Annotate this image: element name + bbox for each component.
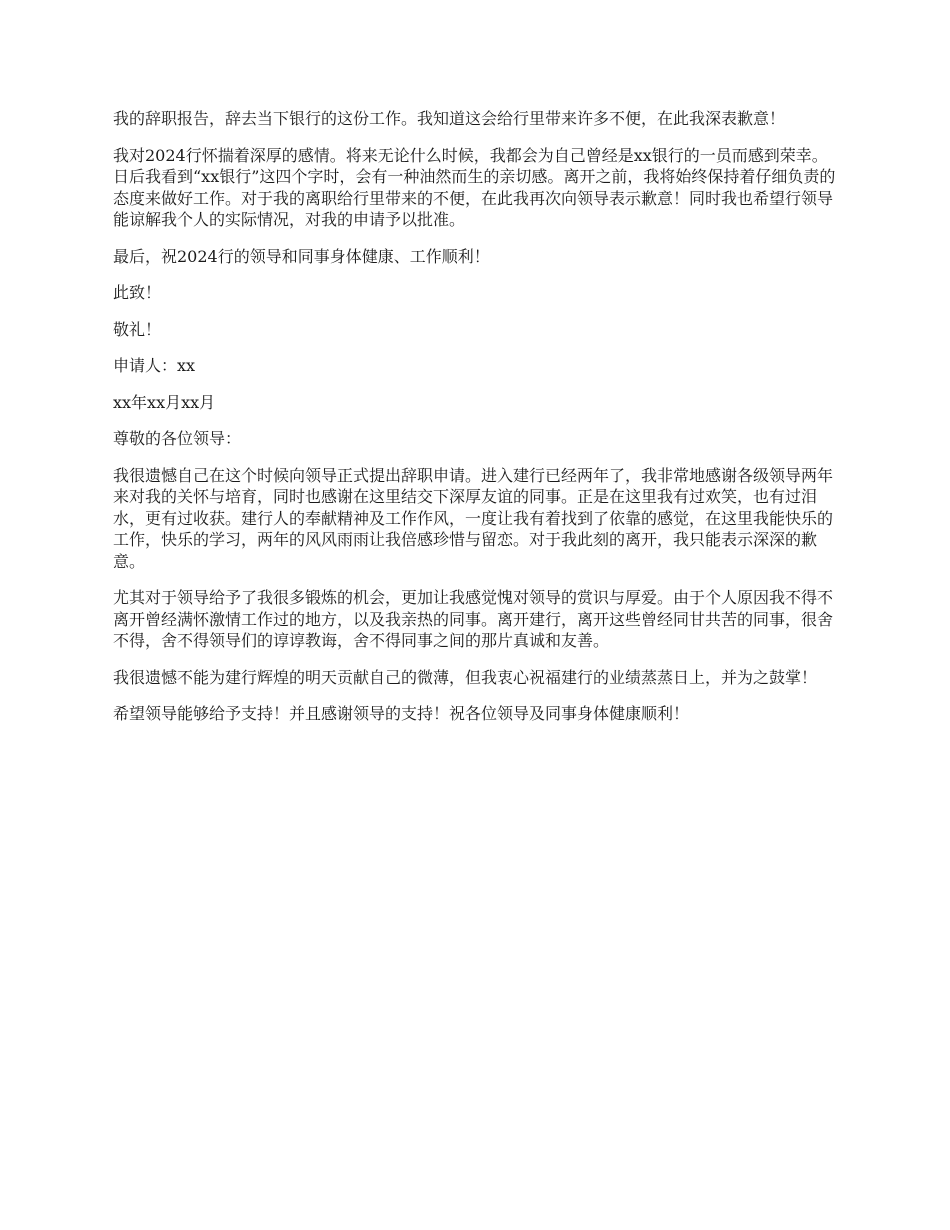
salutation-jingli: 敬礼！ (113, 319, 162, 339)
document-body (113, 108, 843, 740)
salutation-cizhi: 此致！ (113, 283, 162, 302)
paragraph-intro: 我的辞职报告，辞去当下银行的这份工作。我知道这会给行里带来许多不便，在此我深表歉意！ (113, 109, 786, 128)
paragraph-final-wishes: 希望领导能够给予支持！并且感谢领导的支持！祝各位领导及同事身体健康顺利！ (113, 704, 690, 723)
applicant-name: 申请人：xx (113, 356, 196, 375)
paragraph-gratitude: 我对2024行怀揣着深厚的感情。将来无论什么时候，我都会为自己曾经是xx银行的一员而感到荣幸。日后我看到“xx银行”这四个字时，会有一种油然而生的亲切感。离开之前，我将始终保持着仔细负责的态度来做好工作。对于我的离职给行里带来的不便，在此我再次向领导表示歉意！同时我也希望行领导能谅解我个人的实际情况，对我的申请予以批准。 (113, 145, 836, 229)
paragraph-closing-wishes: 最后，祝2024行的领导和同事身体健康、工作顺利！ (113, 246, 490, 266)
greeting-leaders: 尊敬的各位领导： (113, 429, 242, 448)
paragraph-regret: 我很遗憾自己在这个时候向领导正式提出辞职申请。进入建行已经两年了，我非常地感谢各级领导两年来对我的关怀与培育，同时也感谢在这里结交下深厚友谊的同事。正是在这里我有过欢笑，也有过泪水，更有过收获。建行人的奉献精神及工作作风，一度让我有着找到了依靠的感觉，在这里我能快乐的工作，快乐的学习，两年的风风雨雨让我倍感珍惜与留恋。对于我此刻的离开，我只能表示深深的歉意。 (113, 465, 834, 571)
letter-date: xx年xx月xx月 (113, 392, 216, 412)
paragraph-blessing: 我很遗憾不能为建行辉煌的明天贡献自己的微薄，但我衷心祝福建行的业绩蒸蒸日上，并为之鼓掌！ (113, 667, 818, 687)
paragraph-appreciation: 尤其对于领导给予了我很多锻炼的机会，更加让我感觉愧对领导的赏识与厚爱。由于个人原因我不得不离开曾经满怀激情工作过的地方，以及我亲热的同事。离开建行，离开这些曾经同甘共苦的同事，很舍不得，舍不得领导们的谆谆教诲，舍不得同事之间的那片真诚和友善。 (113, 588, 834, 650)
